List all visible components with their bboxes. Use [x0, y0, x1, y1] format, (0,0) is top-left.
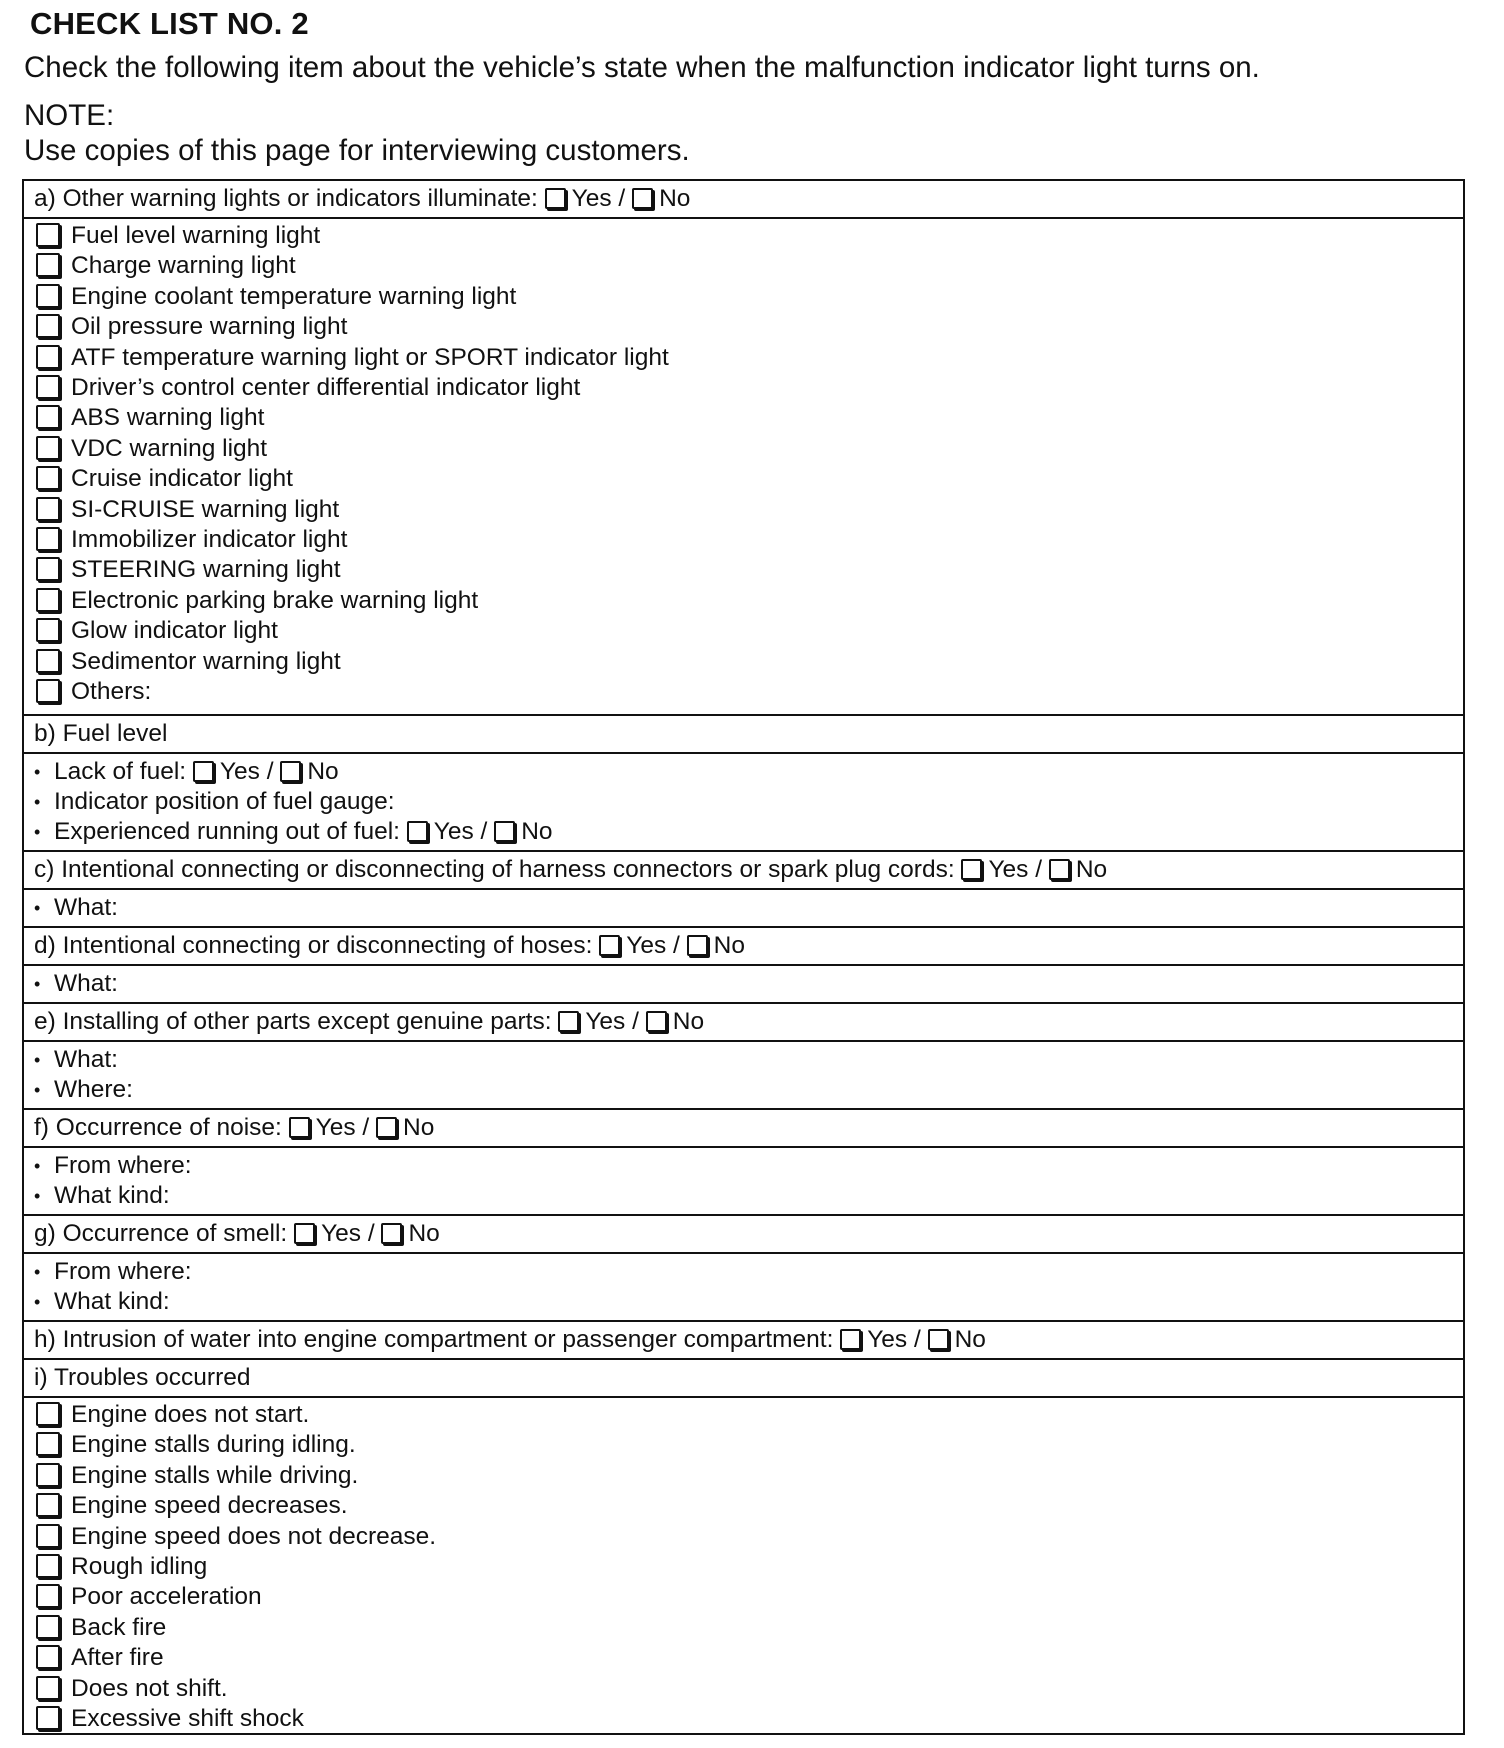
bullet: • [34, 1292, 41, 1312]
item-checkbox[interactable] [36, 1584, 60, 1608]
section-f-header [34, 1113, 1463, 1143]
bullet: • [34, 762, 41, 782]
item-label: VDC warning light [71, 434, 268, 462]
checklist-item [36, 1430, 1463, 1460]
checklist-item [36, 525, 1463, 555]
yes-label: Yes / [626, 932, 680, 959]
checklist-item [36, 464, 1463, 494]
item-label: Charge warning light [71, 252, 296, 280]
item-label: Engine stalls while driving. [71, 1461, 359, 1489]
item-label: ATF temperature warning light or SPORT indicator light [71, 343, 669, 371]
checklist-item [36, 1522, 1463, 1552]
item-checkbox[interactable] [36, 1615, 60, 1639]
lack-of-fuel-line [34, 757, 1463, 787]
ran-out-label: Experienced running out of fuel: [54, 818, 400, 845]
item-checkbox[interactable] [36, 1463, 60, 1487]
item-checkbox[interactable] [36, 405, 60, 429]
section-c-header-row [24, 852, 1463, 890]
yes-label: Yes / [321, 1220, 375, 1247]
item-checkbox[interactable] [36, 1524, 60, 1548]
checklist-item [36, 1704, 1463, 1734]
section-i-heading: i) Troubles occurred [34, 1364, 251, 1391]
section-g-heading: g) Occurrence of smell: [34, 1220, 288, 1247]
yes-label: Yes / [571, 185, 626, 212]
item-label: ABS warning light [71, 404, 265, 432]
item-label: Others: [71, 678, 152, 705]
section-c-what-line [34, 893, 1463, 923]
item-label: Glow indicator light [71, 617, 278, 645]
section-f-no-checkbox[interactable] [376, 1117, 397, 1138]
item-checkbox[interactable] [36, 284, 60, 308]
checklist-item [36, 434, 1463, 464]
no-label: No [408, 1220, 440, 1247]
item-checkbox[interactable] [36, 649, 60, 673]
section-h-yes-checkbox[interactable] [840, 1329, 861, 1350]
item-checkbox[interactable] [36, 314, 60, 338]
section-h-no-checkbox[interactable] [928, 1329, 949, 1350]
yes-label: Yes / [867, 1326, 921, 1353]
section-e-what-line [34, 1045, 1463, 1075]
checklist-item [36, 1491, 1463, 1521]
fuel-gauge-label: Indicator position of fuel gauge: [54, 788, 395, 815]
checklist-item [36, 647, 1463, 677]
section-a-items-row [24, 219, 1463, 716]
item-label: Rough idling [71, 1553, 208, 1580]
section-g-body-row [24, 1254, 1463, 1322]
section-c-yes-checkbox[interactable] [961, 859, 982, 880]
section-a-header [34, 184, 1463, 214]
bullet: • [34, 898, 41, 918]
section-h-heading: h) Intrusion of water into engine compartment or passenger compartment: [34, 1326, 834, 1353]
bullet: • [34, 822, 41, 842]
item-label: Electronic parking brake warning light [71, 586, 479, 614]
item-label: Poor acceleration [71, 1583, 262, 1611]
checklist-item [36, 373, 1463, 403]
section-c-heading: c) Intentional connecting or disconnecting of harness connectors or spark plug cords: [34, 856, 955, 883]
section-g-yes-checkbox[interactable] [294, 1223, 315, 1244]
section-e-heading: e) Installing of other parts except genuine parts: [34, 1008, 552, 1035]
section-g-from-where-line [34, 1257, 1463, 1287]
section-g-header [34, 1219, 1463, 1249]
item-checkbox[interactable] [36, 1645, 60, 1669]
item-label: Driver’s control center differential indicator light [71, 374, 581, 401]
item-checkbox[interactable] [36, 1432, 60, 1456]
bullet: • [34, 1080, 41, 1100]
ran-out-line [34, 817, 1463, 847]
no-label: No [659, 185, 691, 212]
section-e-where-line [34, 1075, 1463, 1105]
checklist-item [36, 1461, 1463, 1491]
item-label: Cruise indicator light [71, 465, 293, 493]
checklist-item [36, 1400, 1463, 1430]
section-d-heading: d) Intentional connecting or disconnecting of hoses: [34, 932, 593, 959]
item-label: Engine coolant temperature warning light [71, 282, 517, 310]
bullet: • [34, 974, 41, 994]
section-d-yes-checkbox[interactable] [599, 935, 620, 956]
checklist-item [36, 1643, 1463, 1673]
item-label: Engine speed does not decrease. [71, 1522, 437, 1550]
item-checkbox[interactable] [36, 345, 60, 369]
yes-label: Yes / [315, 1114, 370, 1141]
section-a-header-row [24, 181, 1463, 219]
section-c-body-row [24, 890, 1463, 928]
item-checkbox[interactable] [36, 588, 60, 612]
section-g-no-checkbox[interactable] [381, 1223, 402, 1244]
section-d-header-row [24, 928, 1463, 966]
no-label: No [672, 1008, 705, 1035]
item-checkbox[interactable] [36, 527, 60, 551]
section-h-header [34, 1325, 1463, 1355]
bullet: • [34, 1156, 41, 1176]
checklist-item [36, 282, 1463, 312]
checklist-item [36, 221, 1463, 251]
ran-out-no-checkbox[interactable] [494, 821, 515, 842]
section-b-heading: b) Fuel level [34, 720, 168, 747]
bullet: • [34, 1050, 41, 1070]
from-where-label: From where: [54, 1258, 192, 1285]
checklist-item [36, 555, 1463, 585]
no-label: No [403, 1114, 435, 1141]
item-checkbox[interactable] [36, 557, 60, 581]
section-f-header-row [24, 1110, 1463, 1148]
section-b-body-row [24, 754, 1463, 852]
section-c-header [34, 855, 1463, 885]
section-a-no-checkbox[interactable] [632, 188, 653, 209]
checklist-item [36, 1674, 1463, 1704]
yes-label: Yes / [433, 818, 488, 845]
checklist-item [36, 616, 1463, 646]
ran-out-yes-checkbox[interactable] [407, 821, 428, 842]
intro-text: Check the following item about the vehicle’s state when the malfunction indicator light turns on. [24, 51, 1260, 84]
item-label: After fire [71, 1644, 164, 1672]
what-label: What: [54, 894, 118, 921]
section-i-items-row [24, 1398, 1463, 1735]
what-kind-label: What kind: [54, 1288, 170, 1315]
checklist-item [36, 1613, 1463, 1643]
section-e-yes-checkbox[interactable] [558, 1011, 579, 1032]
checklist-item [36, 1582, 1463, 1612]
section-e-header-row [24, 1004, 1463, 1042]
item-label: Engine stalls during idling. [71, 1431, 356, 1459]
bullet: • [34, 792, 41, 812]
item-label: Oil pressure warning light [71, 313, 348, 341]
item-label: Back fire [71, 1613, 167, 1641]
item-checkbox[interactable] [36, 375, 60, 399]
checklist-item [36, 1552, 1463, 1582]
no-label: No [954, 1326, 986, 1353]
section-g-what-kind-line [34, 1287, 1463, 1317]
page-title: CHECK LIST NO. 2 [30, 6, 309, 41]
item-label: Fuel level warning light [71, 222, 321, 249]
section-e-no-checkbox[interactable] [646, 1011, 667, 1032]
fuel-gauge-line [34, 787, 1463, 817]
note-text: Use copies of this page for interviewing customers. [24, 134, 690, 167]
item-label: SI-CRUISE warning light [71, 495, 340, 523]
section-a-heading: a) Other warning lights or indicators illuminate: [34, 185, 538, 212]
lack-of-fuel-no-checkbox[interactable] [280, 761, 301, 782]
bullet: • [34, 1262, 41, 1282]
section-f-what-kind-line [34, 1181, 1463, 1211]
from-where-label: From where: [54, 1152, 192, 1179]
where-label: Where: [54, 1076, 133, 1103]
no-label: No [713, 932, 745, 959]
item-checkbox[interactable] [36, 466, 60, 490]
lack-of-fuel-yes-checkbox[interactable] [193, 761, 214, 782]
yes-label: Yes / [585, 1008, 639, 1035]
item-label: Engine speed decreases. [71, 1492, 348, 1520]
section-d-no-checkbox[interactable] [687, 935, 708, 956]
no-label: No [1075, 856, 1108, 883]
section-e-body-row [24, 1042, 1463, 1110]
checklist-item [36, 251, 1463, 281]
section-d-body-row [24, 966, 1463, 1004]
section-f-yes-checkbox[interactable] [289, 1117, 310, 1138]
checklist-item [36, 312, 1463, 342]
checklist-item [36, 677, 1463, 707]
what-label: What: [54, 1046, 118, 1073]
checklist-item [36, 343, 1463, 373]
yes-label: Yes / [988, 856, 1043, 883]
item-checkbox[interactable] [36, 1706, 60, 1730]
what-label: What: [54, 970, 118, 997]
item-checkbox[interactable] [36, 1402, 60, 1426]
item-label: Immobilizer indicator light [71, 526, 348, 553]
section-d-what-line [34, 969, 1463, 999]
note-label: NOTE: [24, 99, 115, 132]
item-label: Sedimentor warning light [71, 647, 341, 675]
item-checkbox[interactable] [36, 223, 60, 247]
checklist-item [36, 403, 1463, 433]
item-label: STEERING warning light [71, 556, 341, 584]
item-checkbox[interactable] [36, 1676, 60, 1700]
section-f-from-where-line [34, 1151, 1463, 1181]
item-label: Does not shift. [71, 1674, 228, 1702]
no-label: No [307, 758, 339, 785]
no-label: No [521, 818, 553, 845]
section-d-header [34, 931, 1463, 961]
section-h-header-row [24, 1322, 1463, 1360]
section-b-header-row [24, 716, 1463, 754]
item-checkbox[interactable] [36, 618, 60, 642]
item-checkbox[interactable] [36, 1554, 60, 1578]
checklist-item [36, 495, 1463, 525]
item-checkbox[interactable] [36, 497, 60, 521]
section-f-heading: f) Occurrence of noise: [34, 1114, 282, 1141]
section-i-header-row [24, 1360, 1463, 1398]
section-f-body-row [24, 1148, 1463, 1216]
section-e-header [34, 1007, 1463, 1037]
item-checkbox[interactable] [36, 436, 60, 460]
item-checkbox[interactable] [36, 253, 60, 277]
checklist-table [22, 179, 1465, 1735]
what-kind-label: What kind: [54, 1182, 170, 1209]
item-label: Engine does not start. [71, 1401, 310, 1428]
checklist-item [36, 586, 1463, 616]
section-c-no-checkbox[interactable] [1049, 859, 1070, 880]
item-label: Excessive shift shock [71, 1705, 304, 1732]
yes-label: Yes / [219, 758, 274, 785]
lack-of-fuel-label: Lack of fuel: [54, 758, 187, 785]
section-g-header-row [24, 1216, 1463, 1254]
item-checkbox[interactable] [36, 1493, 60, 1517]
item-checkbox[interactable] [36, 679, 60, 703]
bullet: • [34, 1186, 41, 1206]
section-a-yes-checkbox[interactable] [545, 188, 566, 209]
